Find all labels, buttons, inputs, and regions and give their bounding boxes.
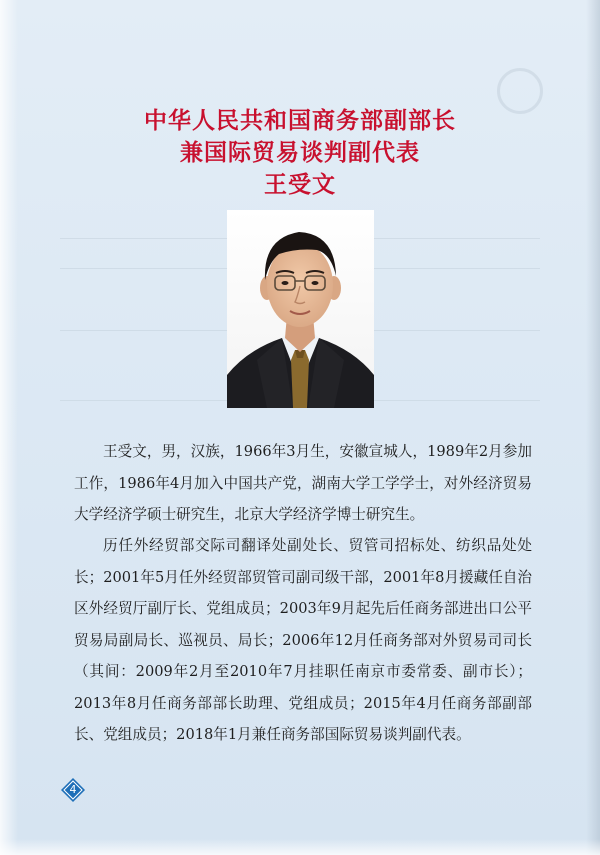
title-position: 中华人民共和国商务部副部长 [144,107,456,134]
page-edge-bottom [0,839,600,855]
page-number: 4 [69,783,77,796]
bio-paragraph-career: 历任外经贸部交际司翻译处副处长、贸管司招标处、纺织品处处长；2001年5月任外经贸部贸管司副司级干部，2001年8月援藏任自治区外经贸厅副厅长、党组成员；2003年9月起先后任商务部进出口公平贸易局副局长、巡视员、局长；2006年12月任商务部对外贸易司司长（其间：2009年2月至2010年7月挂职任南京市委常委、副市长）；2013年8月任商务部部长助理、党组成员；2015年4月任商务部副部长、党组成员；2018年1月兼任商务部国际贸易谈判副代表。 [74,537,532,743]
title-person-name: 王受文 [264,171,336,198]
bio-paragraph-personal: 王受文，男，汉族，1966年3月生，安徽宣城人，1989年2月参加工作，1986年4月加入中国共产党，湖南大学工学学士，对外经济贸易大学经济学硕士研究生，北京大学经济学博士研究生。 [74,443,532,523]
portrait-photo [227,210,374,408]
title-concurrent-position: 兼国际贸易谈判副代表 [180,139,420,166]
